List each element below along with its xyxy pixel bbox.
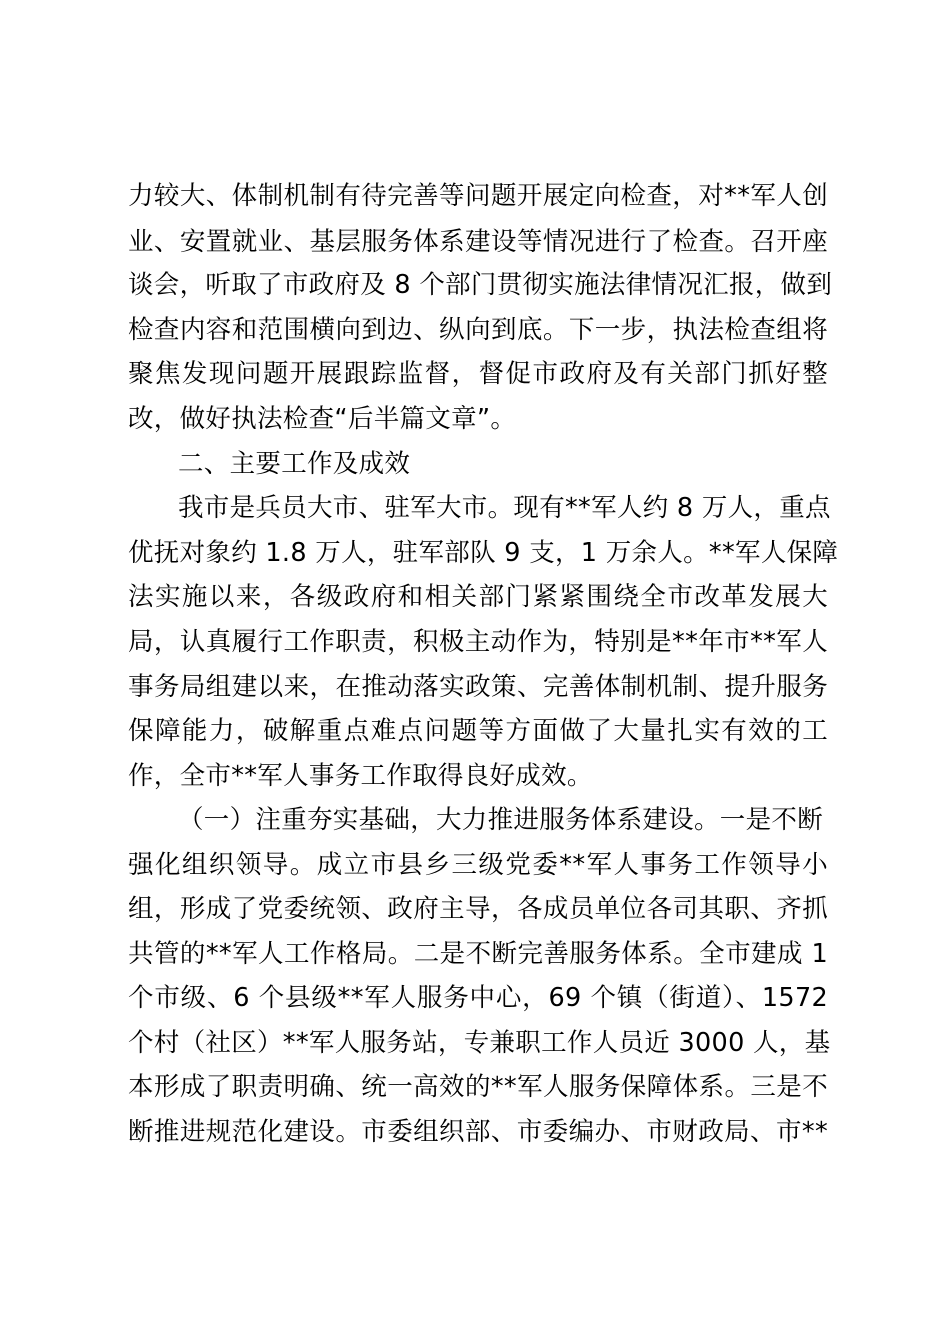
paragraph-line: 检查内容和范围横向到边、纵向到底。下一步，执法检查组将 — [128, 315, 828, 345]
paragraph-line: 业、安置就业、基层服务体系建设等情况进行了检查。召开座 — [128, 227, 828, 257]
subsection-line: （一）注重夯实基础，大力推进服务体系建设。一是不断 — [178, 805, 824, 835]
paragraph-line: 组，形成了党委统领、政府主导，各成员单位各司其职、齐抓 — [128, 894, 828, 924]
paragraph-line: 断推进规范化建设。市委组织部、市委编办、市财政局、市** — [128, 1117, 828, 1147]
paragraph-line: 局，认真履行工作职责，积极主动作为，特别是**年市**军人 — [128, 627, 828, 657]
paragraph-line: 力较大、体制机制有待完善等问题开展定向检查，对**军人创 — [128, 181, 828, 211]
paragraph-line: 聚焦发现问题开展跟踪监督，督促市政府及有关部门抓好整 — [128, 359, 828, 389]
paragraph-line: 个市级、6 个县级**军人服务中心，69 个镇（街道）、1572 — [128, 983, 828, 1013]
paragraph-line: 本形成了职责明确、统一高效的**军人服务保障体系。三是不 — [128, 1072, 828, 1102]
paragraph-line: 我市是兵员大市、驻军大市。现有**军人约 8 万人，重点 — [178, 493, 831, 523]
paragraph-line: 作，全市**军人事务工作取得良好成效。 — [128, 761, 593, 791]
paragraph-line: 谈会，听取了市政府及 8 个部门贯彻实施法律情况汇报，做到 — [128, 270, 833, 300]
paragraph-line: 优抚对象约 1.8 万人，驻军部队 9 支，1 万余人。**军人保障 — [128, 538, 839, 568]
paragraph-line: 法实施以来，各级政府和相关部门紧紧围绕全市改革发展大 — [128, 582, 828, 612]
paragraph-line: 事务局组建以来，在推动落实政策、完善体制机制、提升服务 — [128, 672, 828, 702]
paragraph-line: 强化组织领导。成立市县乡三级党委**军人事务工作领导小 — [128, 850, 828, 880]
paragraph-line: 共管的**军人工作格局。二是不断完善服务体系。全市建成 1 — [128, 939, 828, 969]
paragraph-line: 保障能力，破解重点难点问题等方面做了大量扎实有效的工 — [128, 716, 828, 746]
section-heading: 二、主要工作及成效 — [178, 449, 411, 479]
paragraph-line: 改，做好执法检查“后半篇文章”。 — [128, 404, 517, 434]
paragraph-line: 个村（社区）**军人服务站，专兼职工作人员近 3000 人，基 — [128, 1028, 831, 1058]
